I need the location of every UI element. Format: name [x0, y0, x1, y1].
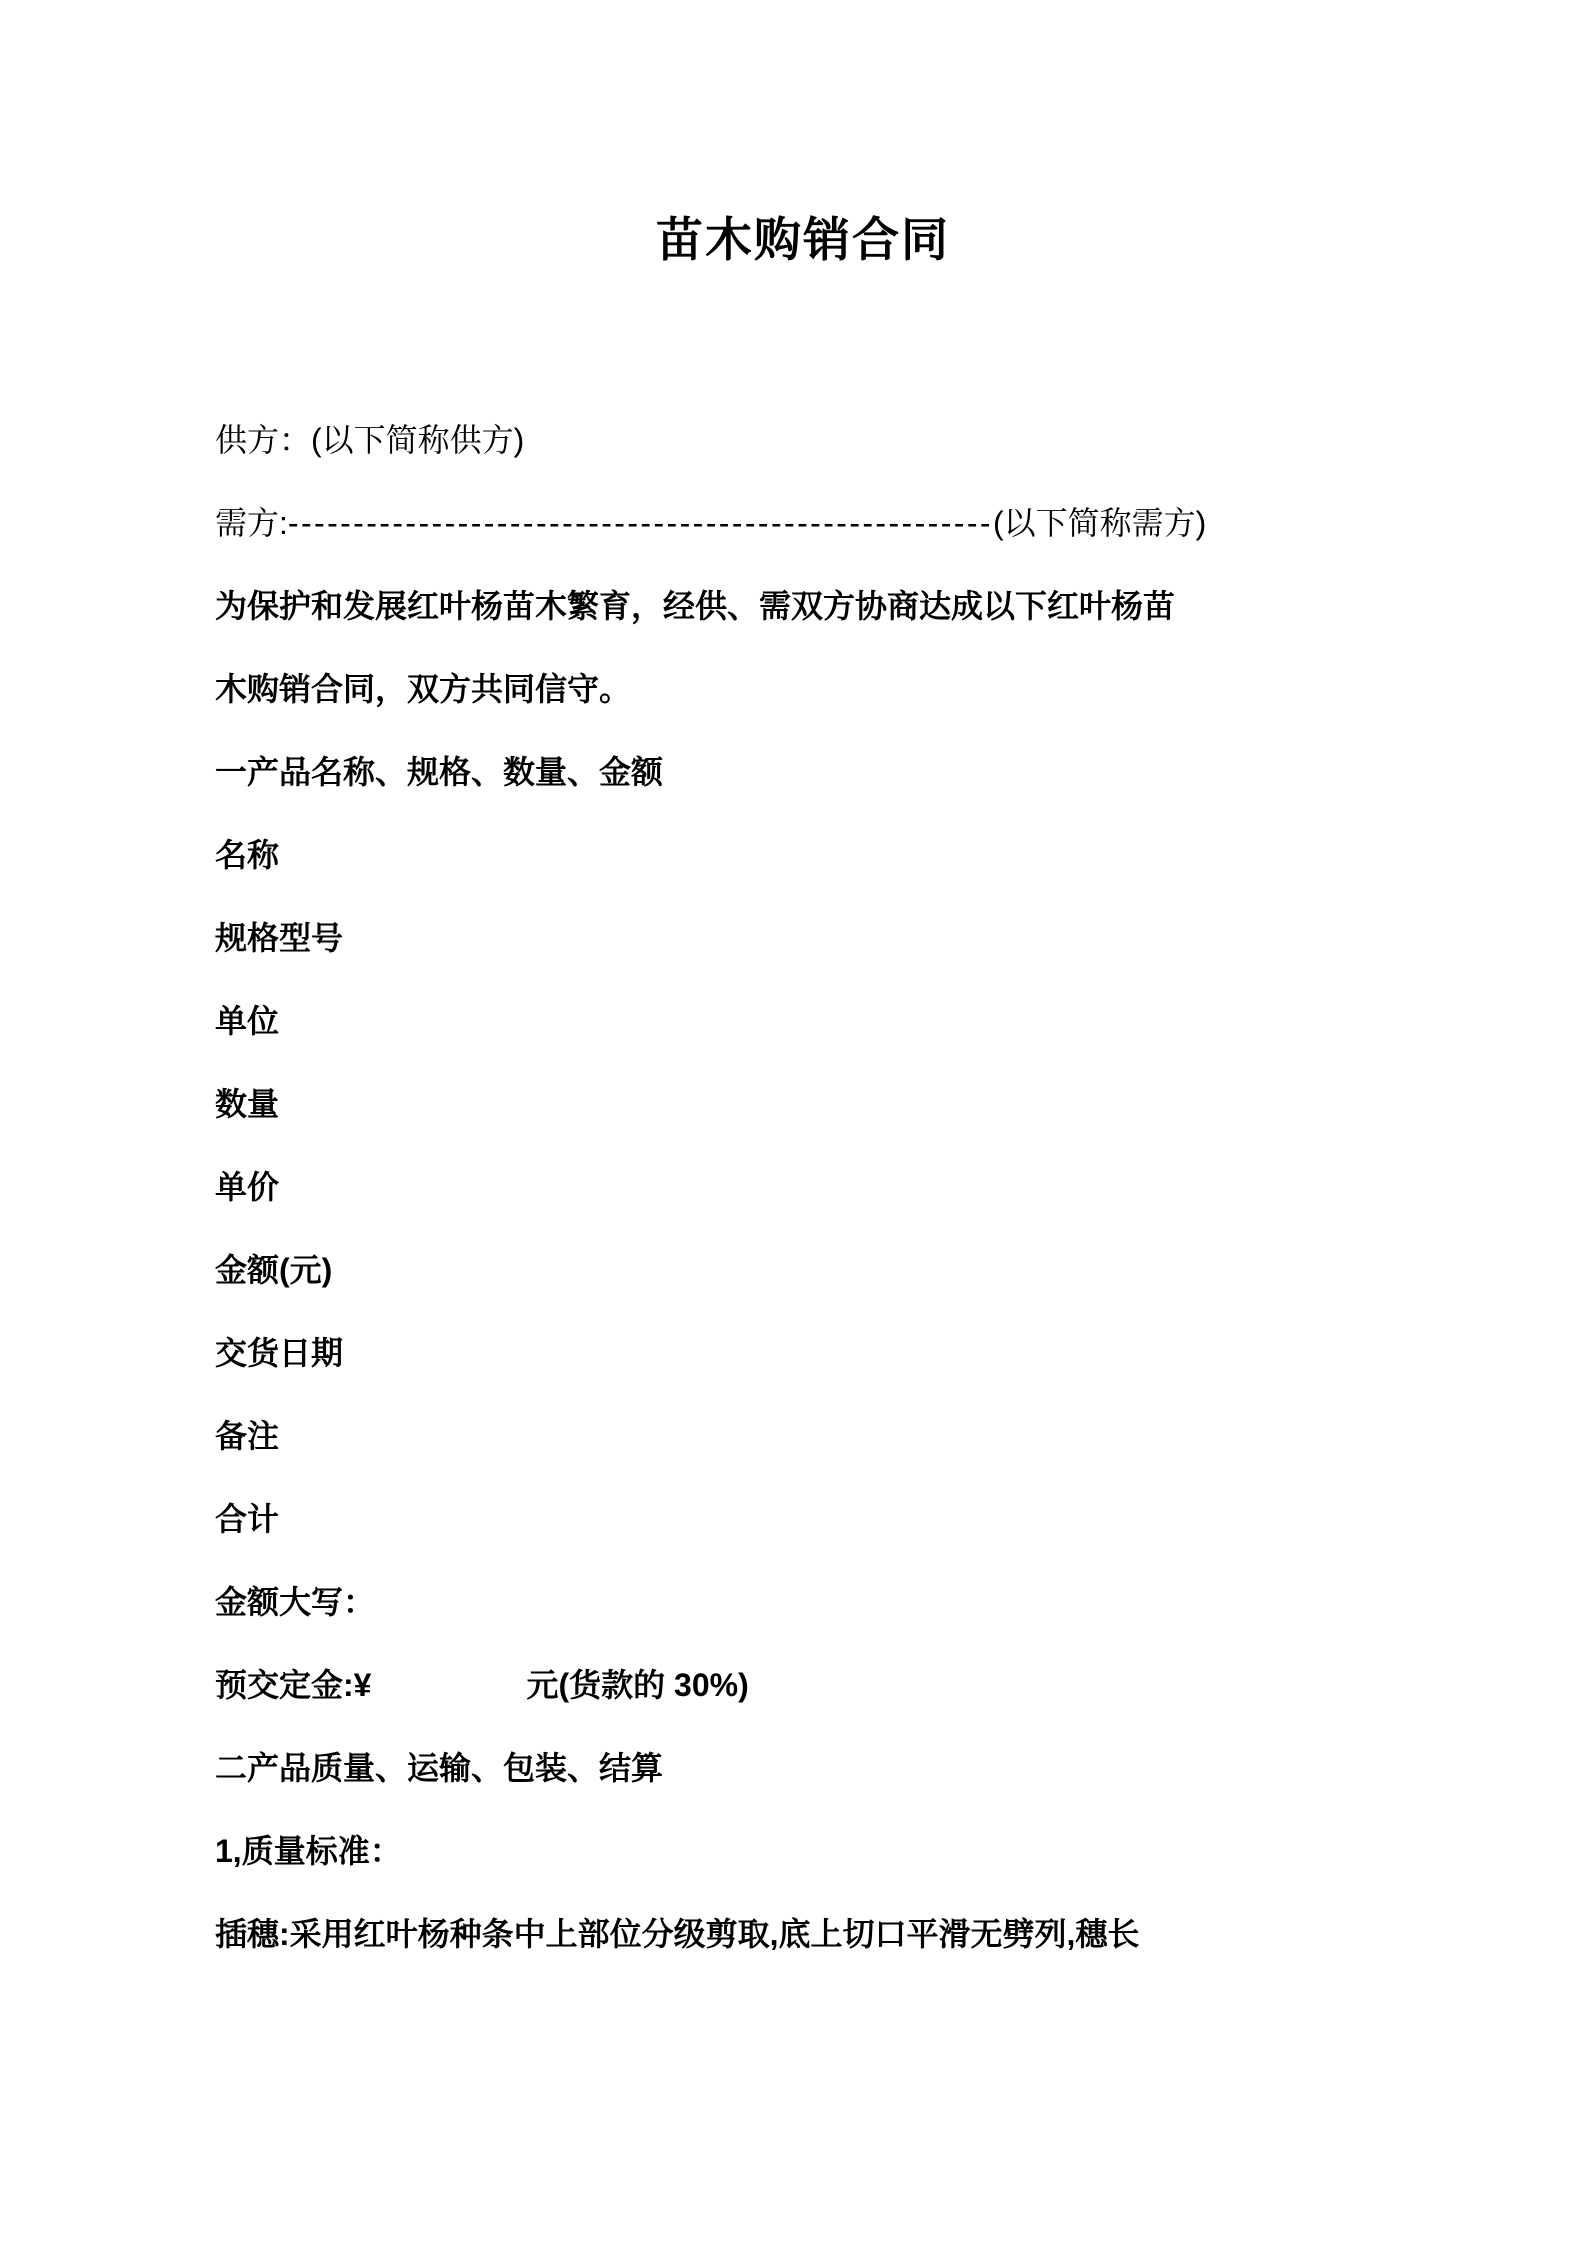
field-remarks: 备注 [215, 1418, 280, 1454]
preamble-line-2: 木购销合同，双方共同信守。 [215, 671, 632, 707]
field-total: 合计 [215, 1501, 280, 1537]
deposit-line [215, 1665, 1391, 1705]
cutting-spec-line: 插穗:采用红叶杨种条中上部位分级剪取,底上切口平滑无劈列,穗长 [215, 1916, 1140, 1952]
buyer-fill-in-dashes: ------------------------------------------------------ [287, 505, 993, 541]
field-unit: 单位 [215, 1003, 280, 1039]
section-2-heading: 二产品质量、运输、包装、结算 [215, 1750, 664, 1786]
field-delivery-date: 交货日期 [215, 1335, 344, 1371]
field-amount-in-words: 金额大写： [215, 1584, 376, 1620]
preamble-line-1: 为保护和发展红叶杨苗木繁育，经供、需双方协商达成以下红叶杨苗 [215, 588, 1176, 624]
section-1-heading: 一产品名称、规格、数量、金额 [215, 754, 664, 790]
document-title: 苗木购销合同 [656, 213, 950, 266]
field-spec-model: 规格型号 [215, 920, 344, 956]
quality-standard-heading: 1,质量标准： [215, 1833, 402, 1869]
field-unit-price: 单价 [215, 1169, 280, 1205]
deposit-suffix: 元(货款的 30%) [526, 1667, 749, 1703]
buyer-line [215, 503, 1391, 543]
deposit-label: 预交定金:¥ [215, 1667, 372, 1703]
supplier-line: 供方：(以下简称供方) [215, 422, 525, 458]
document-body [215, 420, 1391, 1954]
field-quantity: 数量 [215, 1086, 280, 1122]
field-name: 名称 [215, 837, 280, 873]
buyer-suffix: (以下简称需方) [992, 505, 1207, 541]
buyer-label: 需方: [215, 505, 288, 541]
field-amount-yuan: 金额(元) [215, 1252, 333, 1288]
